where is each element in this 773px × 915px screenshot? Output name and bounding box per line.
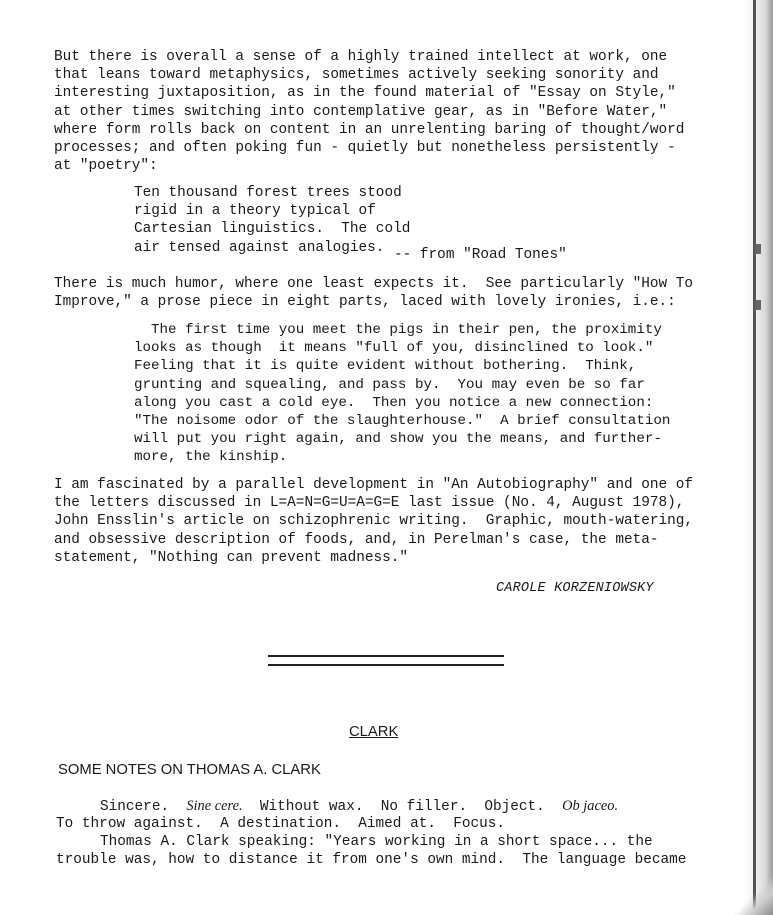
article-line-1: Sincere. Sine cere. Without wax. No filler. Object. Ob jaceo. <box>100 798 619 815</box>
page-edge-shadow <box>743 0 773 915</box>
review-paragraph-1: But there is overall a sense of a highly trained intellect at work, one that leans toward metaphysics, sometimes actively seeking sonority and interesting juxtaposition, as in the found material of "Essay on Style," at other times switching into contemplative gear, as in "Before Water," where form rolls back on content in an unrelenting baring of thought/word processes; and often poking fun - quietly but nonetheless persistently - at "poetry": <box>54 49 685 175</box>
review-paragraph-3: I am fascinated by a parallel development in "An Autobiography" and one of the letters discussed in L=A=N=G=U=A=G=E last issue (No. 4, August 1978), John Ensslin's article on schizophrenic writing. Graphic, mouth-watering, and obsessive description of foods, and, in Perelman's case, the meta- statement, "Nothing can prevent madness." <box>54 477 694 566</box>
poem-attribution: -- from "Road Tones" <box>394 247 567 263</box>
review-signature: CAROLE KORZENIOWSKY <box>496 581 654 596</box>
article-line-3: Thomas A. Clark speaking: "Years working in a short space... the <box>100 834 653 850</box>
prose-quote: The first time you meet the pigs in their pen, the proximity looks as though it means "full of you, disinclined to look." Feeling that it is quite evident without bothering. Think, grunting and squealing, and pass by. You may even be so far along you cast a cold eye. Then you notice a new connection: "The noisome odor of the slaughterhouse." A brief consultation will put you right again, and show you the means, and further- more, the kinship. <box>134 322 671 466</box>
section-title: CLARK <box>349 724 399 740</box>
poem-excerpt: Ten thousand forest trees stood rigid in a theory typical of Cartesian linguistics. The cold air tensed against analogies. <box>134 185 411 256</box>
article-title: SOME NOTES ON THOMAS A. CLARK <box>58 762 321 778</box>
section-divider-top <box>268 655 504 657</box>
binder-mark <box>755 244 761 254</box>
article-line-4: trouble was, how to distance it from one's own mind. The language became <box>56 852 687 868</box>
article-line-2: To throw against. A destination. Aimed at. Focus. <box>56 816 506 832</box>
section-divider-bottom <box>268 664 504 666</box>
binder-mark <box>755 300 761 310</box>
page-corner-curl <box>733 875 773 915</box>
review-paragraph-2: There is much humor, where one least expects it. See particularly "How To Improve," a prose piece in eight parts, laced with lovely ironies, i.e.: <box>54 276 694 311</box>
